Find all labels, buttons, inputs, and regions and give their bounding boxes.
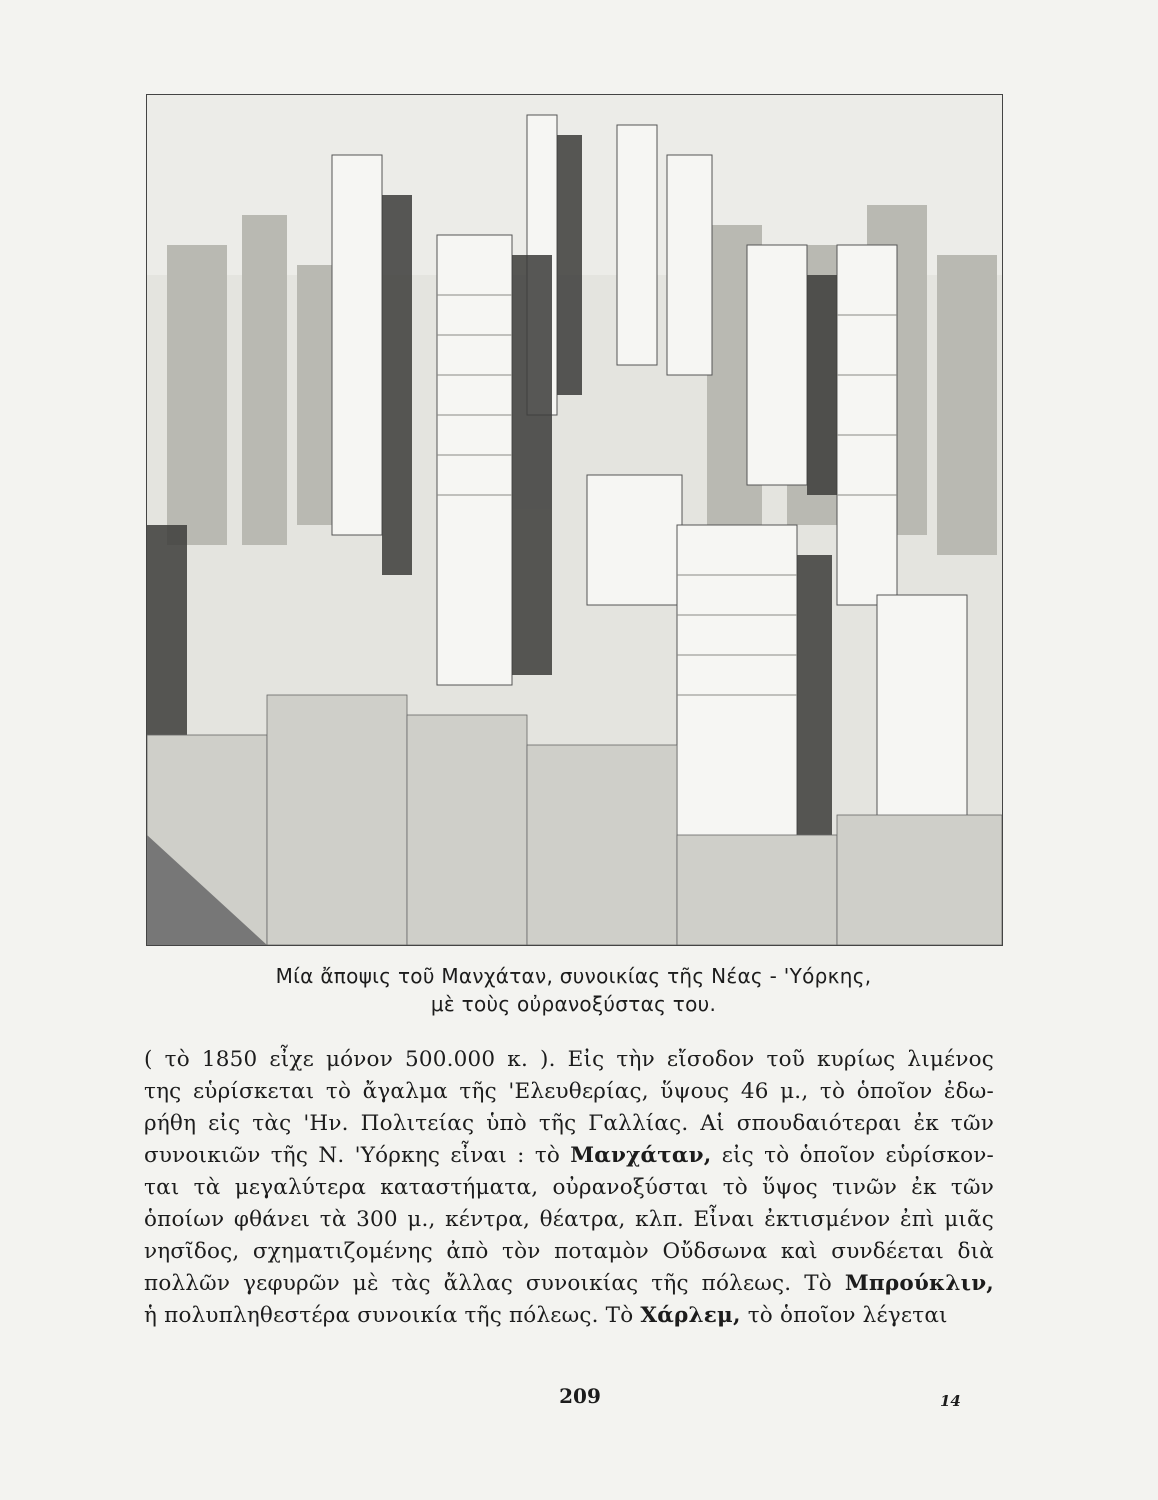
text-line-9 — [144, 1300, 994, 1332]
text-line-7: νησῖδος, σχηματιζομένης ἀπὸ τὸν ποταμὸν Οὔδσωνα καὶ συνδέεται διὰ — [144, 1239, 994, 1264]
term-manhattan: Μανχάταν, — [570, 1143, 712, 1168]
signature-mark: 14 — [940, 1392, 961, 1410]
text-segment: συνοικιῶν τῆς Ν. 'Υόρκης εἶναι : τὸ — [144, 1143, 571, 1168]
term-harlem: Χάρλεμ, — [640, 1303, 741, 1328]
text-segment: τὸ ὁποῖον λέγεται — [740, 1303, 948, 1328]
text-line-3: ρήθη εἰς τὰς 'Ην. Πολιτείας ὑπὸ τῆς Γαλλίας. Αἱ σπουδαιότεραι ἐκ τῶν — [144, 1111, 994, 1136]
body-paragraph — [144, 1044, 994, 1332]
text-segment: ἡ πολυπληθεστέρα συνοικία τῆς πόλεως. Τὸ — [144, 1303, 641, 1328]
text-line-4 — [144, 1140, 994, 1172]
text-line-2: της εὑρίσκεται τὸ ἄγαλμα τῆς 'Ελευθερίας, ὕψους 46 μ., τὸ ὁποῖον ἐδω- — [144, 1079, 994, 1104]
text-line-1: ( τὸ 1850 εἶχε μόνον 500.000 κ. ). Εἰς τὴν εἴσοδον τοῦ κυρίως λιμένος — [144, 1047, 994, 1072]
skyline-photo-icon — [147, 95, 1002, 945]
manhattan-skyline-photo — [146, 94, 1003, 946]
text-segment: εἰς τὸ ὁποῖον εὑρίσκον- — [711, 1143, 994, 1168]
text-line-6: ὁποίων φθάνει τὰ 300 μ., κέντρα, θέατρα, κλπ. Εἶναι ἐκτισμένον ἐπὶ μιᾶς — [144, 1207, 994, 1232]
caption-line-2: μὲ τοὺς οὐρανοξύστας του. — [430, 992, 717, 1016]
page-number: 209 — [559, 1384, 601, 1408]
text-line-8 — [144, 1268, 994, 1300]
text-line-5: ται τὰ μεγαλύτερα καταστήματα, οὐρανοξύσται τὸ ὕψος τινῶν ἐκ τῶν — [144, 1175, 994, 1200]
figure-caption — [146, 962, 1001, 1018]
caption-line-1: Μία ἄποψις τοῦ Μανχάταν, συνοικίας τῆς Νέας - 'Υόρκης, — [275, 964, 872, 988]
text-segment: πολλῶν γεφυρῶν μὲ τὰς ἄλλας συνοικίας τῆς πόλεως. Τὸ — [144, 1271, 845, 1296]
term-brooklyn: Μπρούκλιν, — [844, 1271, 994, 1296]
